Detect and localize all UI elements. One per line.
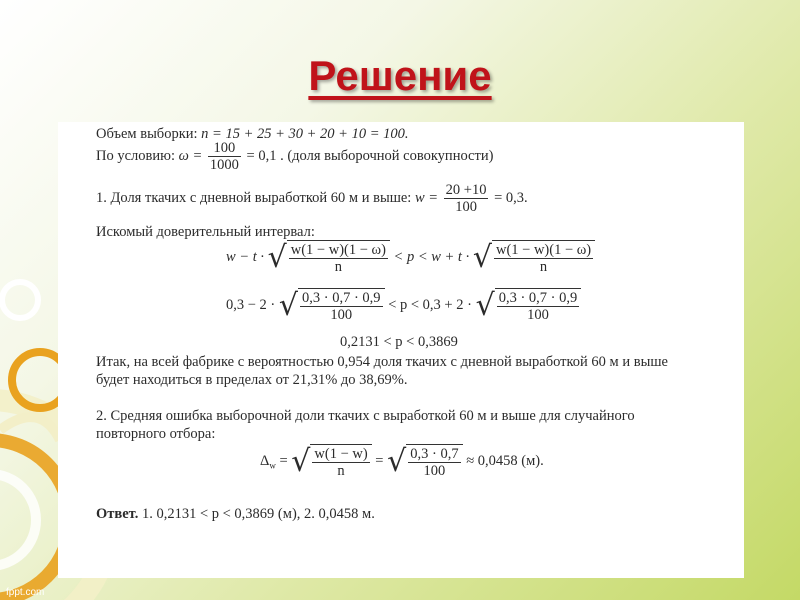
error-eq-1: = [279, 452, 288, 469]
sqrt-error-numeric-num: 0,3 · 0,7 [410, 446, 459, 462]
sqrt-numeric-left-num: 0,3 · 0,7 · 0,9 [302, 290, 381, 306]
share-denominator: 100 [455, 199, 477, 215]
sample-size-formula: n = 15 + 25 + 30 + 20 + 10 = 100. [201, 126, 409, 142]
share-numerator: 20 +10 [445, 182, 487, 198]
condition-label: По условию: [96, 147, 175, 164]
conclusion-line-2: будет находиться в пределах от 21,31% до 38,69%. [96, 372, 408, 388]
sqrt-numeric-left-den: 100 [330, 307, 353, 323]
sqrt-error-numeric: √ $\frac{0,3 \cdot 0,7}{100}$ [387, 444, 462, 479]
omega-numerator: 100 [208, 140, 241, 157]
interval-numeric-formula [226, 288, 581, 323]
sqrt-numeric-right-den: 100 [527, 307, 549, 323]
sqrt-general-left: √ $\frac{w(1 - w)(1 - \omega)}{n}$ [268, 240, 390, 275]
sqrt-general-right-den: n [539, 259, 548, 275]
omega-fraction [208, 140, 241, 173]
brand-watermark: fppt.com [6, 587, 45, 598]
sqrt-error-numeric-den: 100 [423, 463, 446, 479]
sqrt-numeric-right: √ $\frac{0,3 \cdot 0,7 \cdot 0,9}{100}$ [476, 288, 582, 323]
conclusion-line-1: Итак, на всей фабрике с вероятностью 0,954 доля ткачих с дневной выработкой 60 м и выше [96, 354, 668, 370]
slide-title: Решение [308, 52, 492, 99]
omega-denominator: 1000 [209, 157, 239, 173]
sqrt-general-left-den: n [334, 259, 342, 275]
sqrt-general-left-num: w(1 − w)(1 − ω) [290, 242, 386, 258]
solution-document [58, 122, 744, 578]
sqrt-numeric-right-num: 0,3 · 0,7 · 0,9 [498, 290, 578, 306]
error-eq-2: = [375, 452, 384, 469]
part2-line-2: повторного отбора: [96, 426, 216, 442]
interval-heading: Искомый доверительный интервал: [96, 224, 315, 240]
error-formula [260, 444, 544, 479]
sample-size-label: Объем выборки: [96, 126, 198, 142]
error-delta-subscript: w [269, 460, 276, 471]
sqrt-error-general: √ $\frac{w(1 - w)}{n}$ [291, 444, 371, 479]
sqrt-general-right-num: w(1 − w)(1 − ω) [495, 242, 592, 258]
omega-result: = 0,1 . (доля выборочной совокупности) [246, 147, 494, 164]
answer-label: Ответ. [96, 506, 139, 522]
sqrt-error-general-num: w(1 − w) [314, 446, 368, 462]
answer-text: 1. 0,2131 < p < 0,3869 (м), 2. 0,0458 м. [141, 506, 375, 522]
numeric-left-term: 0,3 − 2 · [226, 296, 276, 313]
omega-lhs: ω = [178, 147, 203, 164]
error-delta-symbol: Δ [260, 452, 270, 469]
share-lhs: w = [414, 189, 439, 206]
share-fraction [444, 182, 489, 215]
interval-result: 0,2131 < p < 0,3869 [340, 334, 458, 350]
sqrt-numeric-left: √ $\frac{0,3 \cdot 0,7 \cdot 0,9}{100}$ [279, 288, 385, 323]
interval-general-formula [226, 240, 595, 275]
sqrt-general-right: √ $\frac{w(1 - w)(1 - \omega)}{n}$ [473, 240, 595, 275]
numeric-middle-term: < p < 0,3 + 2 · [388, 296, 472, 313]
interval-middle-term: < p < w + t · [393, 248, 470, 265]
interval-left-term: w − t · [226, 248, 264, 265]
error-result: ≈ 0,0458 (м). [466, 452, 544, 469]
share-label: 1. Доля ткачих с дневной выработкой 60 м и выше: [96, 189, 412, 206]
share-line [96, 182, 528, 215]
sqrt-error-general-den: n [337, 463, 345, 479]
share-result: = 0,3. [494, 189, 528, 206]
part2-line-1: 2. Средняя ошибка выборочной доли ткачих с выработкой 60 м и выше для случайного [96, 408, 635, 424]
condition-line [96, 140, 493, 173]
answer-line [96, 506, 375, 523]
